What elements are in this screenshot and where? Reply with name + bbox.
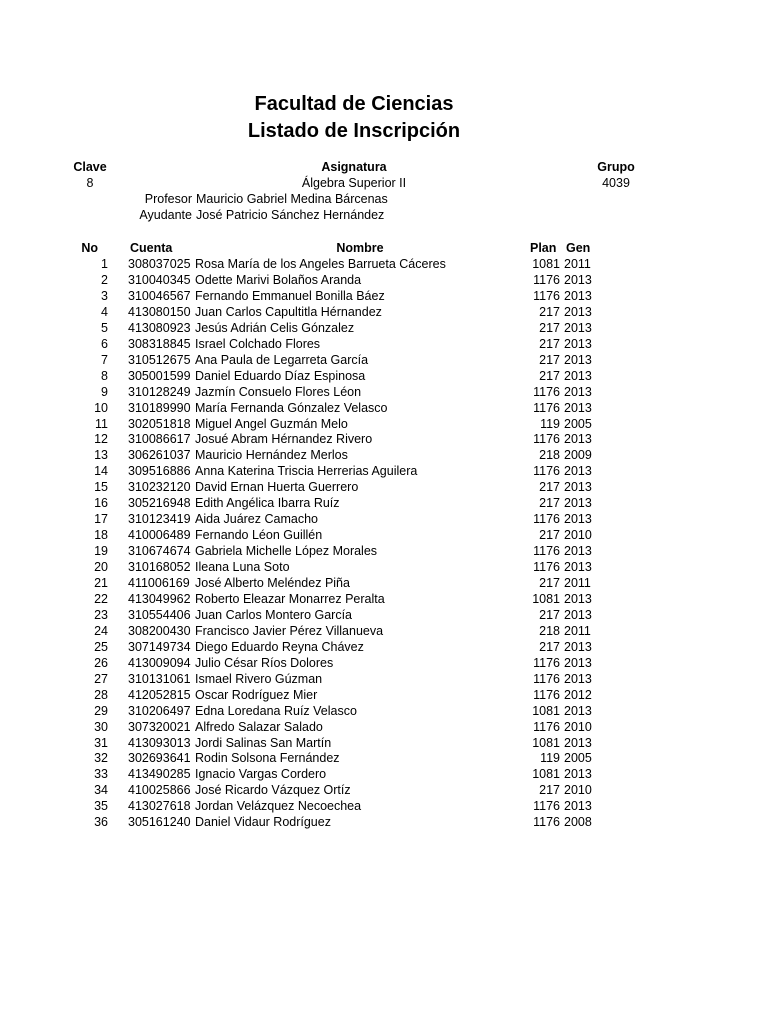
cell-gen: 2008: [564, 815, 592, 830]
table-row: [0, 591, 768, 607]
cell-plan: 217: [539, 320, 560, 335]
ayudante-value: José Patricio Sánchez Hernández: [196, 208, 385, 222]
cell-gen: 2013: [564, 639, 592, 654]
cell-gen: 2011: [564, 576, 591, 590]
cell-nombre: María Fernanda Gónzalez Velasco: [195, 400, 388, 415]
cell-no: 34: [94, 783, 108, 798]
cell-plan: 119: [540, 416, 560, 431]
table-row: [0, 782, 768, 798]
grupo-value: 4039: [602, 176, 630, 190]
cell-no: 15: [94, 480, 108, 495]
cell-gen: 2013: [564, 288, 592, 303]
cell-no: 7: [101, 352, 108, 367]
cell-nombre: Daniel Eduardo Díaz Espinosa: [195, 368, 366, 383]
cell-plan: 217: [539, 639, 560, 654]
cell-no: 33: [94, 767, 108, 782]
cell-no: 25: [94, 639, 108, 654]
clave-value: 8: [86, 176, 94, 190]
cell-nombre: Ismael Rivero Gúzman: [195, 671, 323, 686]
cell-plan: 217: [539, 576, 560, 590]
table-row: [0, 814, 768, 830]
cell-nombre: Jesús Adrián Celis Gónzalez: [195, 320, 355, 335]
table-row: [0, 400, 768, 416]
profesor-label: Profesor: [144, 192, 192, 206]
cell-plan: 217: [539, 607, 560, 622]
header-gen: Gen: [566, 241, 591, 255]
cell-nombre: Oscar Rodríguez Mier: [195, 687, 318, 702]
cell-cuenta: 306261037: [128, 448, 191, 463]
cell-cuenta: 310046567: [128, 288, 191, 303]
cell-plan: 1176: [533, 512, 560, 527]
cell-cuenta: 413027618: [128, 799, 191, 814]
cell-cuenta: 310232120: [128, 480, 191, 495]
cell-cuenta: 305161240: [128, 815, 191, 830]
cell-plan: 1176: [533, 400, 560, 415]
cell-plan: 1176: [533, 272, 560, 287]
cell-nombre: Diego Eduardo Reyna Chávez: [195, 639, 364, 654]
cell-gen: 2013: [564, 336, 592, 351]
table-row: [0, 288, 768, 304]
cell-no: 31: [94, 735, 108, 750]
cell-no: 21: [94, 576, 108, 590]
cell-gen: 2013: [564, 591, 592, 606]
cell-gen: 2013: [564, 304, 592, 319]
cell-no: 5: [101, 320, 108, 335]
cell-gen: 2013: [564, 272, 592, 287]
cell-plan: 1176: [533, 687, 560, 702]
cell-plan: 1176: [533, 671, 560, 686]
cell-nombre: Jazmín Consuelo Flores Léon: [195, 384, 362, 399]
profesor-value: Mauricio Gabriel Medina Bárcenas: [196, 192, 388, 206]
table-row: [0, 272, 768, 288]
cell-no: 6: [101, 336, 108, 351]
header-plan: Plan: [530, 241, 557, 255]
asignatura-label: Asignatura: [321, 160, 387, 174]
cell-nombre: Anna Katerina Triscia Herrerias Aguilera: [195, 464, 418, 479]
cell-nombre: Francisco Javier Pérez Villanueva: [195, 623, 384, 638]
cell-plan: 1176: [533, 544, 560, 559]
cell-gen: 2013: [564, 512, 592, 527]
cell-cuenta: 410025866: [128, 783, 191, 798]
cell-nombre: José Ricardo Vázquez Ortíz: [195, 783, 351, 798]
cell-no: 16: [94, 496, 108, 511]
table-row: [0, 735, 768, 751]
cell-cuenta: 310128249: [128, 384, 191, 399]
cell-nombre: Josué Abram Hérnandez Rivero: [195, 432, 373, 447]
cell-nombre: Rosa María de los Angeles Barrueta Cáceres: [195, 257, 446, 271]
cell-nombre: José Alberto Meléndez Piña: [195, 576, 350, 590]
cell-cuenta: 410006489: [128, 528, 191, 543]
clave-label: Clave: [73, 160, 107, 174]
cell-plan: 1176: [533, 815, 560, 830]
cell-nombre: Jordi Salinas San Martín: [195, 735, 332, 750]
cell-no: 1: [101, 257, 108, 271]
cell-cuenta: 310123419: [128, 512, 191, 527]
cell-cuenta: 308037025: [128, 257, 191, 271]
cell-gen: 2013: [564, 671, 592, 686]
cell-gen: 2010: [564, 528, 592, 543]
cell-nombre: Miguel Angel Guzmán Melo: [195, 416, 348, 431]
cell-plan: 1081: [532, 591, 560, 606]
header-no: No: [81, 241, 98, 255]
table-row: [0, 304, 768, 320]
cell-no: 8: [101, 368, 108, 383]
cell-cuenta: 310168052: [128, 560, 191, 575]
table-row: [0, 750, 768, 766]
table-row: [0, 256, 768, 272]
cell-gen: 2013: [564, 560, 592, 575]
table-row: [0, 766, 768, 782]
table-row: [0, 352, 768, 368]
table-row: [0, 320, 768, 336]
cell-nombre: David Ernan Huerta Guerrero: [195, 480, 359, 495]
ayudante-label: Ayudante: [139, 208, 192, 222]
cell-cuenta: 307320021: [128, 719, 191, 734]
cell-gen: 2013: [564, 607, 592, 622]
cell-gen: 2011: [564, 623, 591, 638]
table-row: [0, 575, 768, 591]
cell-no: 30: [94, 719, 108, 734]
cell-plan: 217: [539, 304, 560, 319]
cell-gen: 2010: [564, 783, 592, 798]
table-row: [0, 543, 768, 559]
cell-plan: 1081: [532, 767, 560, 782]
cell-gen: 2005: [564, 416, 592, 431]
table-row: [0, 336, 768, 352]
cell-plan: 1081: [532, 735, 560, 750]
cell-no: 28: [94, 687, 108, 702]
cell-no: 9: [101, 384, 108, 399]
table-row: [0, 655, 768, 671]
table-row: [0, 639, 768, 655]
cell-cuenta: 310206497: [128, 703, 191, 718]
cell-cuenta: 413490285: [128, 767, 191, 782]
table-row: [0, 607, 768, 623]
cell-no: 3: [101, 288, 108, 303]
cell-cuenta: 305001599: [128, 368, 191, 383]
cell-gen: 2011: [564, 257, 591, 271]
cell-no: 4: [101, 304, 108, 319]
cell-plan: 1176: [533, 288, 560, 303]
cell-nombre: Ileana Luna Soto: [195, 560, 290, 575]
cell-gen: 2013: [564, 735, 592, 750]
cell-cuenta: 302693641: [128, 751, 191, 766]
cell-cuenta: 310512675: [128, 352, 191, 367]
page-subtitle: Listado de Inscripción: [247, 120, 461, 142]
cell-cuenta: 412052815: [128, 687, 191, 702]
cell-nombre: Fernando Léon Guillén: [195, 528, 323, 543]
cell-cuenta: 310189990: [128, 400, 191, 415]
cell-plan: 217: [539, 352, 560, 367]
cell-no: 36: [94, 815, 108, 830]
table-header: [0, 240, 768, 256]
cell-cuenta: 310674674: [128, 544, 191, 559]
cell-nombre: Israel Colchado Flores: [195, 336, 321, 351]
cell-plan: 217: [539, 783, 560, 798]
cell-no: 29: [94, 703, 108, 718]
cell-nombre: Rodin Solsona Fernández: [195, 751, 340, 766]
table-row: [0, 416, 768, 432]
table-row: [0, 384, 768, 400]
cell-no: 10: [94, 400, 108, 415]
cell-cuenta: 413049962: [128, 591, 191, 606]
table-row: [0, 463, 768, 479]
cell-cuenta: 310131061: [128, 671, 191, 686]
cell-no: 13: [94, 448, 108, 463]
page-title: Facultad de Ciencias: [254, 93, 454, 115]
cell-gen: 2005: [564, 751, 592, 766]
cell-plan: 1176: [533, 384, 560, 399]
header-nombre: Nombre: [336, 241, 384, 255]
cell-cuenta: 305216948: [128, 496, 191, 511]
cell-no: 12: [94, 432, 108, 447]
cell-gen: 2010: [564, 719, 592, 734]
grupo-label: Grupo: [597, 160, 635, 174]
cell-gen: 2013: [564, 480, 592, 495]
cell-nombre: Juan Carlos Montero García: [195, 607, 353, 622]
cell-nombre: Edna Loredana Ruíz Velasco: [195, 703, 357, 718]
cell-no: 27: [94, 671, 108, 686]
cell-gen: 2013: [564, 799, 592, 814]
cell-nombre: Aida Juárez Camacho: [195, 512, 318, 527]
cell-nombre: Juan Carlos Capultitla Hérnandez: [195, 304, 382, 319]
cell-cuenta: 308200430: [128, 623, 191, 638]
cell-nombre: Ana Paula de Legarreta García: [195, 352, 369, 367]
cell-plan: 218: [539, 623, 560, 638]
table-row: [0, 368, 768, 384]
cell-nombre: Fernando Emmanuel Bonilla Báez: [195, 288, 385, 303]
cell-cuenta: 413093013: [128, 735, 191, 750]
cell-nombre: Jordan Velázquez Necoechea: [195, 799, 362, 814]
asignatura-value: Álgebra Superior II: [301, 176, 407, 190]
cell-plan: 1176: [533, 655, 560, 670]
table-row: [0, 798, 768, 814]
table-row: [0, 495, 768, 511]
cell-nombre: Odette Marivi Bolaños Aranda: [195, 272, 362, 287]
table-row: [0, 431, 768, 447]
cell-no: 26: [94, 655, 108, 670]
cell-plan: 217: [539, 336, 560, 351]
cell-gen: 2013: [564, 496, 592, 511]
cell-plan: 217: [539, 528, 560, 543]
header-cuenta: Cuenta: [130, 241, 173, 255]
cell-gen: 2013: [564, 767, 592, 782]
cell-gen: 2013: [564, 368, 592, 383]
cell-gen: 2013: [564, 655, 592, 670]
table-row: [0, 719, 768, 735]
cell-no: 23: [94, 607, 108, 622]
cell-nombre: Alfredo Salazar Salado: [195, 719, 323, 734]
table-row: [0, 671, 768, 687]
cell-nombre: Edith Angélica Ibarra Ruíz: [195, 496, 340, 511]
table-row: [0, 527, 768, 543]
cell-gen: 2013: [564, 320, 592, 335]
cell-cuenta: 309516886: [128, 464, 191, 479]
cell-nombre: Daniel Vidaur Rodríguez: [195, 815, 331, 830]
cell-gen: 2013: [564, 703, 592, 718]
cell-gen: 2013: [564, 544, 592, 559]
cell-plan: 1176: [533, 464, 560, 479]
cell-nombre: Ignacio Vargas Cordero: [195, 767, 327, 782]
cell-cuenta: 308318845: [128, 336, 191, 351]
cell-no: 19: [94, 544, 108, 559]
cell-no: 11: [95, 416, 108, 431]
cell-gen: 2013: [564, 400, 592, 415]
table-row: [0, 511, 768, 527]
cell-gen: 2013: [564, 352, 592, 367]
table-row: [0, 559, 768, 575]
cell-plan: 1176: [533, 719, 560, 734]
cell-gen: 2009: [564, 448, 592, 463]
cell-nombre: Roberto Eleazar Monarrez Peralta: [195, 591, 385, 606]
cell-nombre: Mauricio Hernández Merlos: [195, 448, 348, 463]
table-row: [0, 479, 768, 495]
cell-plan: 1176: [533, 799, 560, 814]
table-row: [0, 447, 768, 463]
cell-plan: 119: [540, 751, 560, 766]
cell-no: 22: [94, 591, 108, 606]
table-row: [0, 687, 768, 703]
cell-cuenta: 302051818: [128, 416, 191, 431]
cell-no: 35: [94, 799, 108, 814]
cell-gen: 2013: [564, 432, 592, 447]
cell-plan: 1081: [532, 703, 560, 718]
cell-gen: 2012: [564, 687, 592, 702]
cell-no: 17: [94, 512, 108, 527]
cell-cuenta: 411006169: [128, 576, 190, 590]
cell-nombre: Julio César Ríos Dolores: [195, 655, 334, 670]
cell-gen: 2013: [564, 384, 592, 399]
cell-cuenta: 413009094: [128, 655, 191, 670]
cell-plan: 217: [539, 496, 560, 511]
cell-no: 24: [94, 623, 108, 638]
table-row: [0, 623, 768, 639]
cell-nombre: Gabriela Michelle López Morales: [195, 544, 378, 559]
cell-plan: 217: [539, 480, 560, 495]
cell-plan: 1081: [532, 257, 560, 271]
cell-no: 20: [94, 560, 108, 575]
cell-cuenta: 413080150: [128, 304, 191, 319]
cell-plan: 1176: [533, 432, 560, 447]
cell-no: 18: [94, 528, 108, 543]
table-row: [0, 703, 768, 719]
cell-plan: 217: [539, 368, 560, 383]
cell-plan: 1176: [533, 560, 560, 575]
cell-no: 32: [94, 751, 108, 766]
cell-gen: 2013: [564, 464, 592, 479]
cell-no: 14: [94, 464, 108, 479]
cell-cuenta: 307149734: [128, 639, 191, 654]
cell-cuenta: 413080923: [128, 320, 191, 335]
cell-cuenta: 310554406: [128, 607, 191, 622]
cell-cuenta: 310086617: [128, 432, 191, 447]
cell-plan: 218: [539, 448, 560, 463]
cell-cuenta: 310040345: [128, 272, 191, 287]
cell-no: 2: [101, 272, 108, 287]
